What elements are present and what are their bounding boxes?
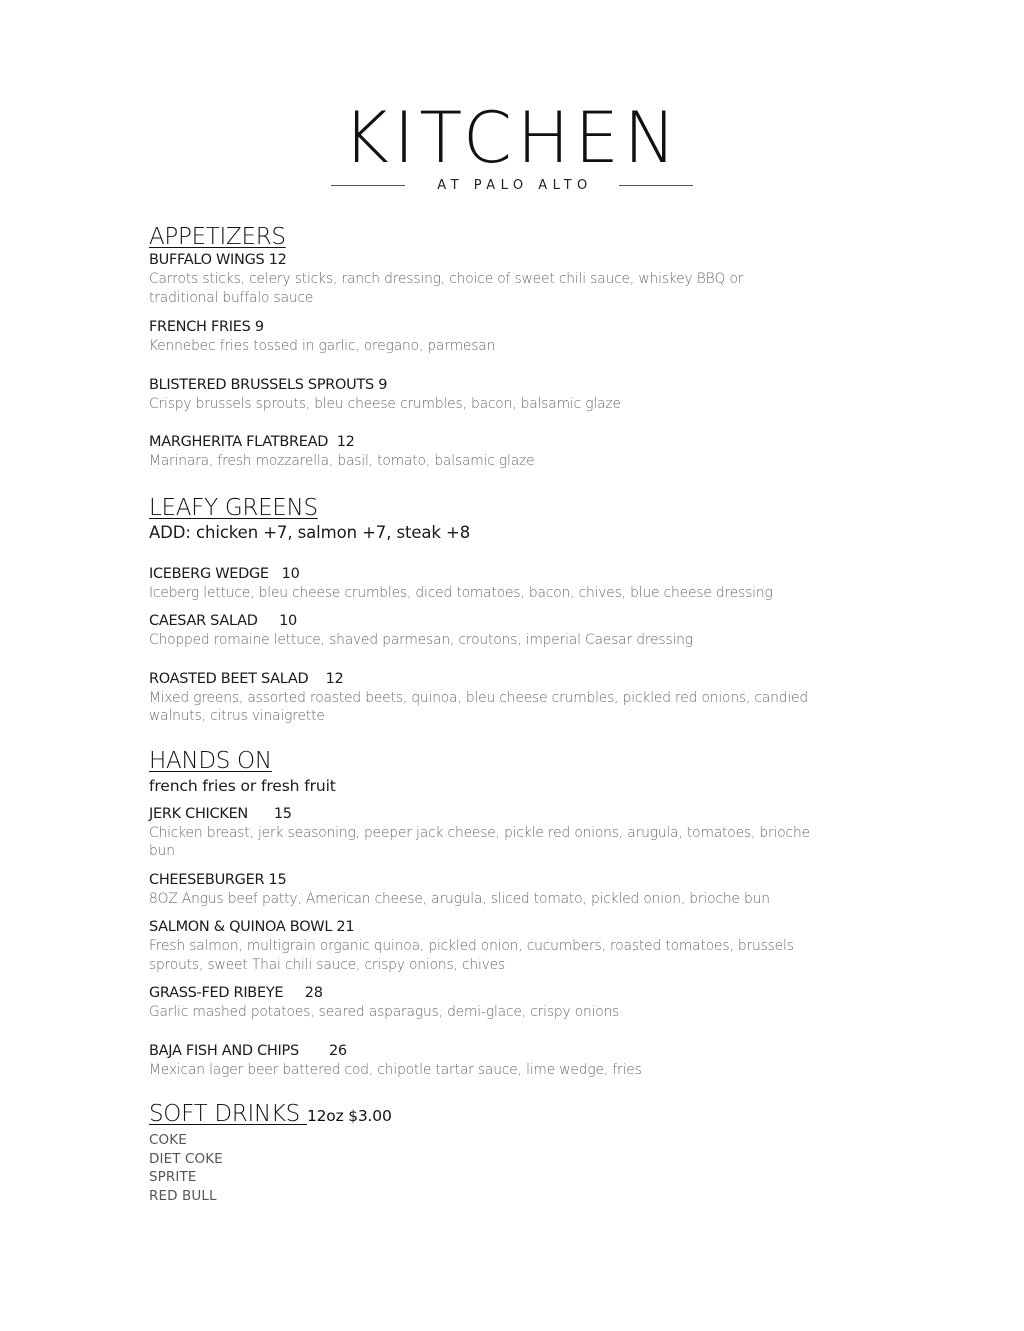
- section-note: french fries or fresh fruit: [149, 776, 336, 795]
- item-name-price: ROASTED BEET SALAD 12: [149, 670, 344, 687]
- drink-item: DIET COKE: [149, 1150, 223, 1167]
- section-title: APPETIZERS: [149, 224, 286, 250]
- section-note: ADD: chicken +7, salmon +7, steak +8: [149, 522, 471, 542]
- restaurant-subtitle-row: [0, 176, 1024, 194]
- item-name-price: ICEBERG WEDGE 10: [149, 565, 300, 582]
- menu-item: [149, 805, 869, 861]
- section-title-text: SOFT DRINKS: [149, 1101, 307, 1127]
- item-description: Marinara, fresh mozzarella, basil, tomato, balsamic glaze: [149, 453, 535, 469]
- item-description: Carrots sticks, celery sticks, ranch dressing, choice of sweet chili sauce, whiskey BBQ or traditional buffalo sauce: [149, 271, 744, 306]
- restaurant-location: AT PALO ALTO: [437, 177, 593, 193]
- menu-item: [149, 871, 869, 909]
- menu-item: [149, 612, 869, 650]
- item-name-price: CAESAR SALAD 10: [149, 613, 297, 629]
- item-description: Crispy brussels sprouts, bleu cheese crumbles, bacon, balsamic glaze: [149, 395, 621, 412]
- item-description: Mixed greens, assorted roasted beets, quinoa, bleu cheese crumbles, pickled red onions, candied walnuts, citrus vinaigrette: [149, 689, 808, 724]
- section-title: LEAFY GREENS: [149, 494, 318, 521]
- item-name-price: JERK CHICKEN 15: [149, 805, 292, 822]
- restaurant-name: KITCHEN: [342, 97, 682, 179]
- menu-body: [149, 222, 869, 1205]
- section-leafy-greens: [149, 493, 869, 726]
- item-description: 8OZ Angus beef patty, American cheese, arugula, sliced tomato, pickled onion, brioche bun: [149, 890, 770, 907]
- item-name-price: MARGHERITA FLATBREAD 12: [149, 434, 355, 450]
- menu-item: [149, 251, 869, 307]
- divider-line-left: [331, 185, 405, 186]
- menu-item: [149, 565, 869, 603]
- menu-item: [149, 433, 869, 471]
- menu-item: [149, 670, 869, 726]
- item-name-price: BAJA FISH AND CHIPS 26: [149, 1042, 347, 1059]
- menu-item: [149, 984, 869, 1022]
- item-description: Kennebec fries tossed in garlic, oregano, parmesan: [149, 338, 496, 354]
- section-title: HANDS ON: [149, 747, 272, 774]
- item-name-price: GRASS-FED RIBEYE 28: [149, 985, 323, 1001]
- section-appetizers: [149, 222, 869, 471]
- divider-line-right: [619, 185, 693, 186]
- item-description: Chopped romaine lettuce, shaved parmesan, croutons, imperial Caesar dressing: [149, 632, 693, 648]
- item-name-price: SALMON & QUINOA BOWL 21: [149, 919, 355, 935]
- section-hands-on: [149, 746, 869, 1080]
- drink-item: SPRITE: [149, 1169, 197, 1185]
- item-name-price: BLISTERED BRUSSELS SPROUTS 9: [149, 376, 388, 393]
- menu-item: [149, 918, 869, 974]
- drink-price-note: 12oz $3.00: [306, 1107, 392, 1125]
- item-description: Chicken breast, jerk seasoning, peeper jack cheese, pickle red onions, arugula, tomatoes, brioche bun: [149, 824, 810, 859]
- section-soft-drinks: [149, 1099, 869, 1205]
- item-name-price: FRENCH FRIES 9: [149, 319, 264, 335]
- item-description: Mexican lager beer battered cod, chipotle tartar sauce, lime wedge, fries: [149, 1061, 642, 1078]
- menu-item: [149, 376, 869, 414]
- drink-item: RED BULL: [149, 1187, 217, 1204]
- drink-item: COKE: [149, 1132, 187, 1148]
- section-title: [149, 1099, 869, 1131]
- menu-item: [149, 318, 869, 356]
- item-description: Fresh salmon, multigrain organic quinoa, pickled onion, cucumbers, roasted tomatoes, brussels sprouts, sweet Thai chili sauce, crispy onions, chives: [149, 938, 794, 973]
- menu-item: [149, 1042, 869, 1080]
- item-description: Iceberg lettuce, bleu cheese crumbles, diced tomatoes, bacon, chives, blue cheese dressing: [149, 584, 773, 601]
- item-name-price: CHEESEBURGER 15: [149, 871, 287, 888]
- item-name-price: BUFFALO WINGS 12: [149, 252, 287, 268]
- item-description: Garlic mashed potatoes, seared asparagus, demi-glace, crispy onions: [149, 1004, 620, 1020]
